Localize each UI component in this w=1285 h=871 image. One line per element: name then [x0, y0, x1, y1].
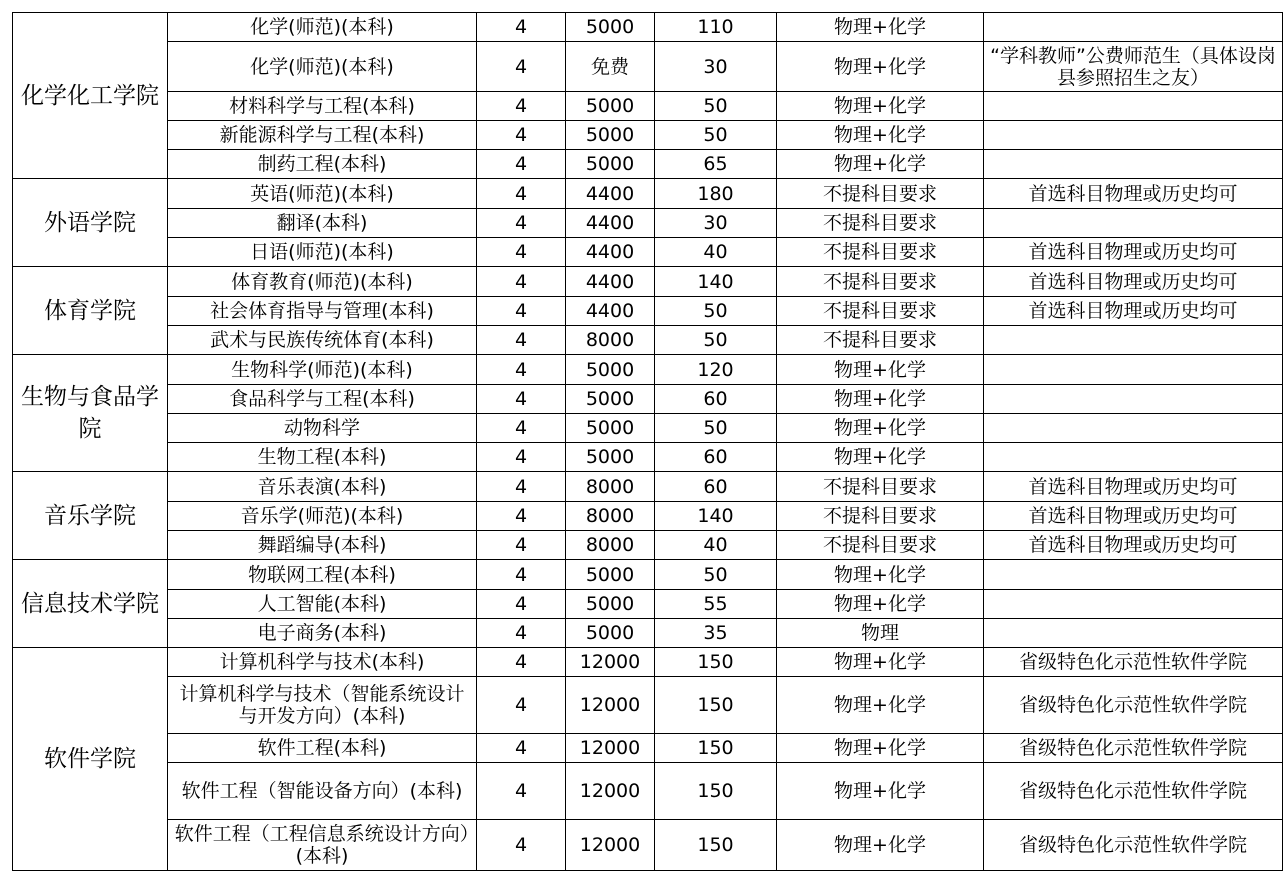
major-cell: 计算机科学与技术（智能系统设计与开发方向）(本科): [168, 677, 477, 734]
note-cell: 首选科目物理或历史均可: [984, 502, 1283, 531]
note-cell: [984, 326, 1283, 355]
major-cell: 人工智能(本科): [168, 590, 477, 619]
college-cell: 信息技术学院: [13, 560, 168, 648]
years-cell: 4: [477, 820, 566, 871]
fee-cell: 4400: [566, 179, 655, 209]
fee-cell: 4400: [566, 297, 655, 326]
subjects-cell: 物理+化学: [777, 385, 984, 414]
years-cell: 4: [477, 42, 566, 92]
table-row: [13, 619, 1283, 648]
note-cell: 省级特色化示范性软件学院: [984, 677, 1283, 734]
major-cell: 音乐表演(本科): [168, 472, 477, 502]
years-cell: 4: [477, 179, 566, 209]
years-cell: 4: [477, 209, 566, 238]
quota-cell: 60: [655, 472, 777, 502]
fee-cell: 5000: [566, 92, 655, 121]
subjects-cell: 物理+化学: [777, 443, 984, 472]
years-cell: 4: [477, 648, 566, 677]
table-row: [13, 355, 1283, 385]
quota-cell: 50: [655, 121, 777, 150]
quota-cell: 65: [655, 150, 777, 179]
fee-cell: 5000: [566, 121, 655, 150]
major-cell: 舞蹈编导(本科): [168, 531, 477, 560]
college-cell: 体育学院: [13, 267, 168, 355]
subjects-cell: 物理+化学: [777, 150, 984, 179]
years-cell: 4: [477, 92, 566, 121]
note-cell: 首选科目物理或历史均可: [984, 238, 1283, 267]
years-cell: 4: [477, 472, 566, 502]
note-cell: [984, 13, 1283, 42]
fee-cell: 5000: [566, 355, 655, 385]
major-cell: 软件工程（智能设备方向）(本科): [168, 763, 477, 820]
table-row: [13, 531, 1283, 560]
note-cell: [984, 150, 1283, 179]
subjects-cell: 物理+化学: [777, 414, 984, 443]
quota-cell: 55: [655, 590, 777, 619]
years-cell: 4: [477, 385, 566, 414]
note-cell: [984, 209, 1283, 238]
note-cell: [984, 619, 1283, 648]
subjects-cell: 物理+化学: [777, 763, 984, 820]
table-row: [13, 267, 1283, 297]
note-cell: [984, 560, 1283, 590]
years-cell: 4: [477, 763, 566, 820]
major-cell: 生物科学(师范)(本科): [168, 355, 477, 385]
quota-cell: 60: [655, 385, 777, 414]
college-cell: 软件学院: [13, 648, 168, 871]
note-cell: 省级特色化示范性软件学院: [984, 734, 1283, 763]
table-row: [13, 820, 1283, 871]
table-row: [13, 150, 1283, 179]
years-cell: 4: [477, 326, 566, 355]
subjects-cell: 不提科目要求: [777, 326, 984, 355]
note-cell: 首选科目物理或历史均可: [984, 297, 1283, 326]
note-cell: 首选科目物理或历史均可: [984, 531, 1283, 560]
subjects-cell: 物理+化学: [777, 121, 984, 150]
fee-cell: 8000: [566, 326, 655, 355]
fee-cell: 8000: [566, 502, 655, 531]
years-cell: 4: [477, 238, 566, 267]
table-row: [13, 763, 1283, 820]
quota-cell: 150: [655, 820, 777, 871]
years-cell: 4: [477, 443, 566, 472]
quota-cell: 150: [655, 763, 777, 820]
table-row: [13, 385, 1283, 414]
fee-cell: 12000: [566, 648, 655, 677]
years-cell: 4: [477, 414, 566, 443]
subjects-cell: 不提科目要求: [777, 297, 984, 326]
subjects-cell: 不提科目要求: [777, 179, 984, 209]
subjects-cell: 物理+化学: [777, 590, 984, 619]
major-cell: 计算机科学与技术(本科): [168, 648, 477, 677]
fee-cell: 5000: [566, 560, 655, 590]
note-cell: [984, 590, 1283, 619]
table-row: [13, 560, 1283, 590]
major-cell: 软件工程（工程信息系统设计方向）(本科): [168, 820, 477, 871]
college-cell: 化学化工学院: [13, 13, 168, 179]
major-cell: 日语(师范)(本科): [168, 238, 477, 267]
subjects-cell: 不提科目要求: [777, 472, 984, 502]
note-cell: [984, 414, 1283, 443]
quota-cell: 50: [655, 326, 777, 355]
quota-cell: 140: [655, 267, 777, 297]
table-body: [13, 13, 1283, 871]
years-cell: 4: [477, 150, 566, 179]
major-cell: 电子商务(本科): [168, 619, 477, 648]
college-cell: 音乐学院: [13, 472, 168, 560]
note-cell: [984, 443, 1283, 472]
table-row: [13, 414, 1283, 443]
fee-cell: 4400: [566, 267, 655, 297]
subjects-cell: 物理+化学: [777, 560, 984, 590]
table-row: [13, 13, 1283, 42]
fee-cell: 8000: [566, 472, 655, 502]
table-row: [13, 179, 1283, 209]
major-cell: 软件工程(本科): [168, 734, 477, 763]
admissions-table: [12, 12, 1283, 871]
note-cell: “学科教师”公费师范生（具体设岗县参照招生之友）: [984, 42, 1283, 92]
quota-cell: 150: [655, 677, 777, 734]
note-cell: 首选科目物理或历史均可: [984, 267, 1283, 297]
subjects-cell: 物理+化学: [777, 13, 984, 42]
major-cell: 武术与民族传统体育(本科): [168, 326, 477, 355]
fee-cell: 5000: [566, 385, 655, 414]
table-row: [13, 472, 1283, 502]
quota-cell: 50: [655, 297, 777, 326]
years-cell: 4: [477, 677, 566, 734]
subjects-cell: 不提科目要求: [777, 209, 984, 238]
note-cell: [984, 121, 1283, 150]
major-cell: 音乐学(师范)(本科): [168, 502, 477, 531]
years-cell: 4: [477, 619, 566, 648]
fee-cell: 12000: [566, 763, 655, 820]
quota-cell: 35: [655, 619, 777, 648]
college-cell: 生物与食品学院: [13, 355, 168, 472]
subjects-cell: 物理+化学: [777, 92, 984, 121]
major-cell: 翻译(本科): [168, 209, 477, 238]
subjects-cell: 不提科目要求: [777, 531, 984, 560]
quota-cell: 140: [655, 502, 777, 531]
fee-cell: 12000: [566, 734, 655, 763]
quota-cell: 50: [655, 414, 777, 443]
fee-cell: 5000: [566, 619, 655, 648]
years-cell: 4: [477, 355, 566, 385]
subjects-cell: 物理+化学: [777, 734, 984, 763]
fee-cell: 5000: [566, 13, 655, 42]
major-cell: 材料科学与工程(本科): [168, 92, 477, 121]
note-cell: 首选科目物理或历史均可: [984, 179, 1283, 209]
note-cell: 省级特色化示范性软件学院: [984, 820, 1283, 871]
fee-cell: 5000: [566, 443, 655, 472]
table-row: [13, 677, 1283, 734]
quota-cell: 150: [655, 648, 777, 677]
table-row: [13, 42, 1283, 92]
quota-cell: 50: [655, 560, 777, 590]
fee-cell: 免费: [566, 42, 655, 92]
fee-cell: 8000: [566, 531, 655, 560]
note-cell: [984, 355, 1283, 385]
major-cell: 制药工程(本科): [168, 150, 477, 179]
major-cell: 体育教育(师范)(本科): [168, 267, 477, 297]
quota-cell: 180: [655, 179, 777, 209]
subjects-cell: 物理+化学: [777, 677, 984, 734]
fee-cell: 5000: [566, 414, 655, 443]
subjects-cell: 不提科目要求: [777, 502, 984, 531]
years-cell: 4: [477, 560, 566, 590]
quota-cell: 120: [655, 355, 777, 385]
subjects-cell: 不提科目要求: [777, 267, 984, 297]
fee-cell: 12000: [566, 677, 655, 734]
table-row: [13, 238, 1283, 267]
table-row: [13, 734, 1283, 763]
major-cell: 化学(师范)(本科): [168, 42, 477, 92]
major-cell: 食品科学与工程(本科): [168, 385, 477, 414]
note-cell: 首选科目物理或历史均可: [984, 472, 1283, 502]
fee-cell: 5000: [566, 150, 655, 179]
table-row: [13, 209, 1283, 238]
major-cell: 化学(师范)(本科): [168, 13, 477, 42]
note-cell: [984, 92, 1283, 121]
fee-cell: 5000: [566, 590, 655, 619]
major-cell: 新能源科学与工程(本科): [168, 121, 477, 150]
major-cell: 动物科学: [168, 414, 477, 443]
fee-cell: 4400: [566, 209, 655, 238]
years-cell: 4: [477, 590, 566, 619]
table-row: [13, 326, 1283, 355]
table-row: [13, 121, 1283, 150]
quota-cell: 30: [655, 209, 777, 238]
note-cell: 省级特色化示范性软件学院: [984, 648, 1283, 677]
fee-cell: 4400: [566, 238, 655, 267]
quota-cell: 40: [655, 531, 777, 560]
years-cell: 4: [477, 734, 566, 763]
table-row: [13, 297, 1283, 326]
subjects-cell: 不提科目要求: [777, 238, 984, 267]
years-cell: 4: [477, 531, 566, 560]
quota-cell: 110: [655, 13, 777, 42]
table-row: [13, 502, 1283, 531]
major-cell: 物联网工程(本科): [168, 560, 477, 590]
years-cell: 4: [477, 502, 566, 531]
table-row: [13, 590, 1283, 619]
quota-cell: 60: [655, 443, 777, 472]
years-cell: 4: [477, 267, 566, 297]
table-row: [13, 648, 1283, 677]
subjects-cell: 物理+化学: [777, 820, 984, 871]
fee-cell: 12000: [566, 820, 655, 871]
subjects-cell: 物理+化学: [777, 648, 984, 677]
years-cell: 4: [477, 13, 566, 42]
subjects-cell: 物理: [777, 619, 984, 648]
major-cell: 社会体育指导与管理(本科): [168, 297, 477, 326]
subjects-cell: 物理+化学: [777, 355, 984, 385]
quota-cell: 50: [655, 92, 777, 121]
years-cell: 4: [477, 297, 566, 326]
quota-cell: 150: [655, 734, 777, 763]
table-row: [13, 443, 1283, 472]
quota-cell: 30: [655, 42, 777, 92]
major-cell: 生物工程(本科): [168, 443, 477, 472]
quota-cell: 40: [655, 238, 777, 267]
note-cell: 省级特色化示范性软件学院: [984, 763, 1283, 820]
years-cell: 4: [477, 121, 566, 150]
table-row: [13, 92, 1283, 121]
major-cell: 英语(师范)(本科): [168, 179, 477, 209]
subjects-cell: 物理+化学: [777, 42, 984, 92]
note-cell: [984, 385, 1283, 414]
college-cell: 外语学院: [13, 179, 168, 267]
